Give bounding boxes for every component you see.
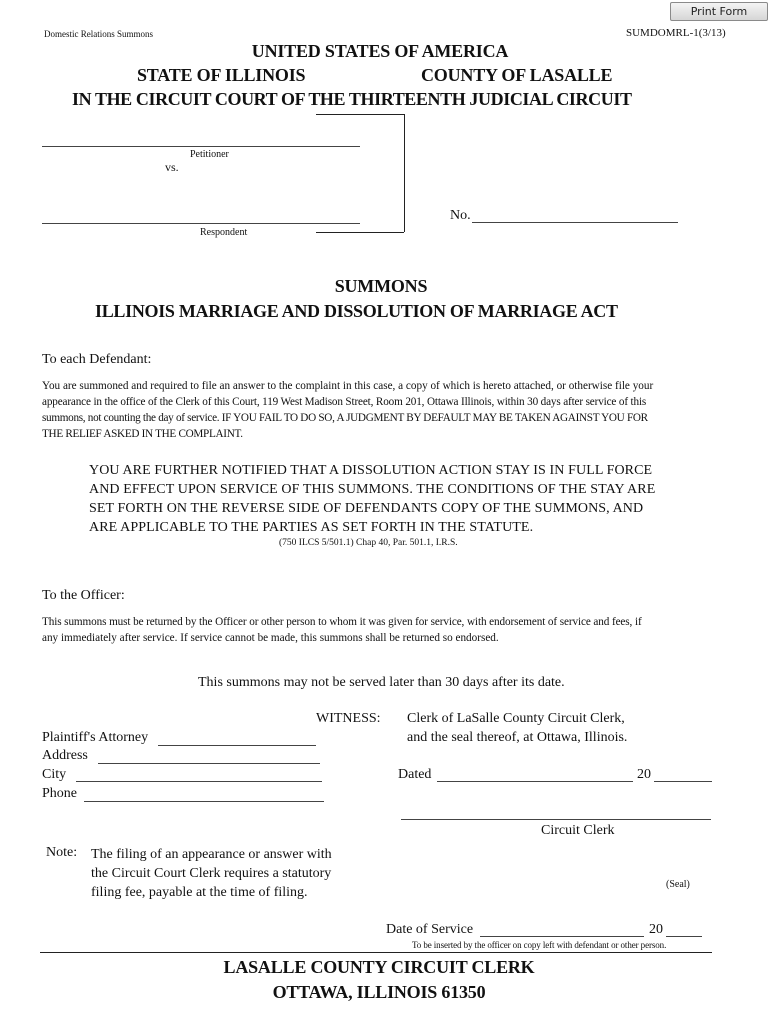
attorney-field[interactable] xyxy=(158,745,316,746)
caption-bracket-top xyxy=(316,114,404,115)
dated-year-prefix: 20 xyxy=(637,767,651,782)
stay-notice-line: SET FORTH ON THE REVERSE SIDE OF DEFENDANTS COPY OF THE SUMMONS, AND xyxy=(89,501,644,516)
header-state: STATE OF ILLINOIS xyxy=(137,65,306,85)
officer-paragraph-line: any immediately after service. If service cannot be made, this summons shall be returned so endorsed. xyxy=(42,632,499,644)
officer-heading: To the Officer: xyxy=(42,588,125,603)
witness-clerk-line: Clerk of LaSalle County Circuit Clerk, xyxy=(407,711,625,726)
defendant-paragraph xyxy=(42,378,732,442)
summons-title: SUMMONS xyxy=(334,276,428,296)
print-form-button[interactable]: Print Form xyxy=(670,2,768,21)
dated-year-field[interactable] xyxy=(654,781,712,782)
service-limit-text: This summons may not be served later than 30 days after its date. xyxy=(198,675,565,690)
service-year-field[interactable] xyxy=(666,936,702,937)
date-of-service-label: Date of Service xyxy=(386,922,474,937)
versus-label: vs. xyxy=(165,160,179,174)
phone-field[interactable] xyxy=(84,801,324,802)
stay-notice-line: ARE APPLICABLE TO THE PARTIES AS SET FORTH IN THE STATUTE. xyxy=(89,520,534,535)
city-field[interactable] xyxy=(76,781,322,782)
note-label: Note: xyxy=(46,845,78,860)
respondent-field[interactable] xyxy=(42,223,360,224)
stay-notice-line: AND EFFECT UPON SERVICE OF THIS SUMMONS. THE CONDITIONS OF THE STAY ARE xyxy=(89,482,656,497)
note-text xyxy=(91,845,332,902)
dated-label: Dated xyxy=(398,767,432,782)
footer-clerk-name: LASALLE COUNTY CIRCUIT CLERK xyxy=(223,957,535,977)
petitioner-label: Petitioner xyxy=(190,149,229,160)
address-label: Address xyxy=(42,748,88,763)
officer-paragraph-line: This summons must be returned by the Officer or other person to whom it was given for service, with endorsement of service and fees, if xyxy=(42,616,642,628)
caption-bracket-bottom xyxy=(316,232,404,233)
defendant-paragraph-line: appearance in the office of the Clerk of this Court, 119 West Madison Street, Room 201, Ottawa Illinois, within 30 days after service of this xyxy=(42,396,647,408)
note-line: The filing of an appearance or answer with xyxy=(91,847,332,862)
caption-bracket-vertical xyxy=(404,114,405,232)
city-label: City xyxy=(42,767,67,782)
service-year-prefix: 20 xyxy=(649,922,663,937)
service-instruction: To be inserted by the officer on copy left with defendant or other person. xyxy=(412,940,667,950)
petitioner-field[interactable] xyxy=(42,146,360,147)
defendant-paragraph-line: THE RELIEF ASKED IN THE COMPLAINT. xyxy=(42,428,243,440)
seal-label: (Seal) xyxy=(666,879,690,890)
defendant-paragraph-line: You are summoned and required to file an answer to the complaint in this case, a copy of which is hereto attached, or otherwise file your xyxy=(42,380,654,392)
form-type-label: Domestic Relations Summons xyxy=(44,29,153,39)
form-code: SUMDOMRL-1(3/13) xyxy=(626,27,726,39)
clerk-signature-line[interactable] xyxy=(401,819,711,820)
address-field[interactable] xyxy=(98,763,320,764)
witness-label: WITNESS: xyxy=(316,711,381,726)
header-country: UNITED STATES OF AMERICA xyxy=(251,41,509,61)
witness-seal-line: and the seal thereof, at Ottawa, Illinois. xyxy=(407,730,628,745)
phone-label: Phone xyxy=(42,786,77,801)
defendant-heading: To each Defendant: xyxy=(42,352,152,367)
case-number-field[interactable] xyxy=(472,222,678,223)
stay-notice-line: YOU ARE FURTHER NOTIFIED THAT A DISSOLUTION ACTION STAY IS IN FULL FORCE xyxy=(89,463,653,478)
footer-address: OTTAWA, ILLINOIS 61350 xyxy=(272,982,486,1002)
case-number-label: No. xyxy=(450,208,471,223)
respondent-label: Respondent xyxy=(200,227,248,238)
stay-notice xyxy=(89,461,655,537)
header-county: COUNTY OF LASALLE xyxy=(421,65,613,85)
officer-paragraph xyxy=(42,614,742,646)
attorney-label: Plaintiff's Attorney xyxy=(42,730,149,745)
defendant-paragraph-line: summons, not counting the day of service. IF YOU FAIL TO DO SO, A JUDGMENT BY DEFAULT MAY BE TAKEN AGAINST YOU FOR xyxy=(42,412,648,424)
note-line: filing fee, payable at the time of filing. xyxy=(91,885,308,900)
summons-subtitle: ILLINOIS MARRIAGE AND DISSOLUTION OF MARRIAGE ACT xyxy=(95,301,618,321)
note-line: the Circuit Court Clerk requires a statutory xyxy=(91,866,332,881)
clerk-label: Circuit Clerk xyxy=(541,823,615,838)
date-of-service-field[interactable] xyxy=(480,936,644,937)
header-court: IN THE CIRCUIT COURT OF THE THIRTEENTH JUDICIAL CIRCUIT xyxy=(72,89,632,109)
footer-divider xyxy=(40,952,712,953)
dated-field[interactable] xyxy=(437,781,633,782)
statute-citation: (750 ILCS 5/501.1) Chap 40, Par. 501.1, I.R.S. xyxy=(279,538,458,548)
